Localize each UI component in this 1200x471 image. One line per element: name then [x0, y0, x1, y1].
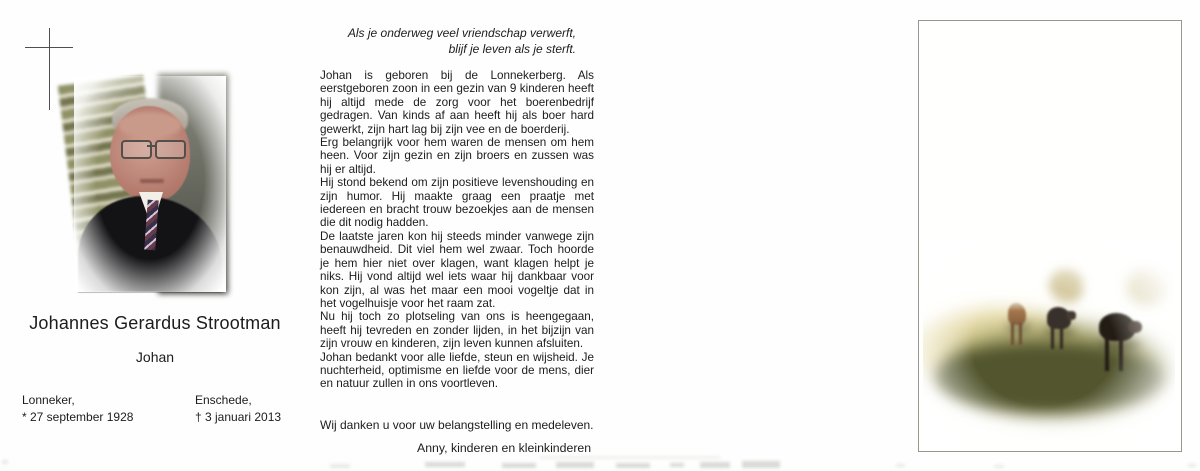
- deceased-nickname: Johan: [135, 349, 175, 365]
- scan-smudge: [1188, 464, 1196, 467]
- scan-smudge: [896, 464, 905, 467]
- story-paragraph-2: Erg belangrijk voor hem waren de mensen om hem heen. Voor zijn gezin en zijn broers en zussen was hij er altijd.: [320, 136, 594, 176]
- quote-line-1: Als je onderweg veel vriendschap verwerft,: [347, 26, 576, 40]
- story-paragraph-5: Nu hij toch zo plotseling van ons is heengegaan, heeft hij tevreden en zonder lijden, in het bijzijn van zijn vrouw en kinderen, zijn leven kunnen afsluiten.: [320, 310, 594, 351]
- birth-place: Lonneker,: [22, 393, 75, 407]
- cross-horizontal-bar: [25, 47, 73, 48]
- scan-smudge: [670, 463, 684, 467]
- scan-smudge: [616, 463, 650, 468]
- scan-smudge: [502, 463, 536, 468]
- cross-vertical-bar: [49, 28, 50, 110]
- deceased-name: Johannes Gerardus Strootman: [29, 313, 281, 333]
- signature-line: Anny, kinderen en kleinkinderen: [417, 441, 592, 455]
- cows-meadow-photo: [923, 239, 1175, 445]
- scan-smudge: [330, 464, 350, 468]
- death-place: Enschede,: [195, 393, 252, 407]
- story-paragraph-1: Johan is geboren bij de Lonnekerberg. Als eerstgeboren zoon in een gezin van 9 kinderen heeft hij altijd mede de zorg voor het boerenbedrijf gedragen. Van kinds af aan heeft hij als boer hard gewerkt, zijn hart lag bij zijn vee en de boerderij.: [320, 69, 594, 136]
- portrait-photo: [76, 78, 224, 290]
- death-info: [195, 392, 281, 426]
- story-paragraph-3: Hij stond bekend om zijn positieve levenshouding en zijn humor. Hij maakte graag een praatje met iedereen en bracht trouw bezoekjes aan de mensen die dit nodig hadden.: [320, 176, 594, 230]
- story-paragraph-4: De laatste jaren kon hij steeds minder vanwege zijn benauwdheid. Dit viel hem wel zwaar. Toch hoorde je hem hier niet over klagen, want klagen helpt je niks. Hij vond altijd wel iets waar hij dankbaar voor kon zijn, al was het maar een mooi vogeltje dat in het vogelhuisje voor het raam zat.: [320, 229, 594, 310]
- quote-line-2: blijf je leven als je sterft.: [448, 42, 576, 56]
- opening-quote: [320, 25, 576, 57]
- death-date: † 3 januari 2013: [195, 410, 282, 424]
- scan-smudge: [540, 456, 720, 459]
- scan-smudge: [556, 462, 594, 468]
- photo-vignette: [74, 76, 226, 292]
- photo-panel: [918, 20, 1182, 452]
- scan-smudge: [425, 462, 465, 467]
- thanks-line: Wij danken u voor uw belangstelling en medeleven.: [320, 418, 594, 432]
- photo-vignette: [923, 239, 1175, 445]
- scan-smudge: [742, 461, 780, 468]
- scan-smudge: [700, 462, 730, 468]
- scan-smudge: [994, 465, 1004, 468]
- life-story: [320, 69, 594, 391]
- birth-date: * 27 september 1928: [22, 410, 134, 424]
- scan-smudge: [2, 460, 8, 464]
- story-paragraph-6: Johan bedankt voor alle liefde, steun en wijsheid. Je nuchterheid, optimisme en liefde voor de mens, dier en natuur zullen in ons voortleven.: [320, 350, 594, 391]
- birth-info: [22, 392, 133, 426]
